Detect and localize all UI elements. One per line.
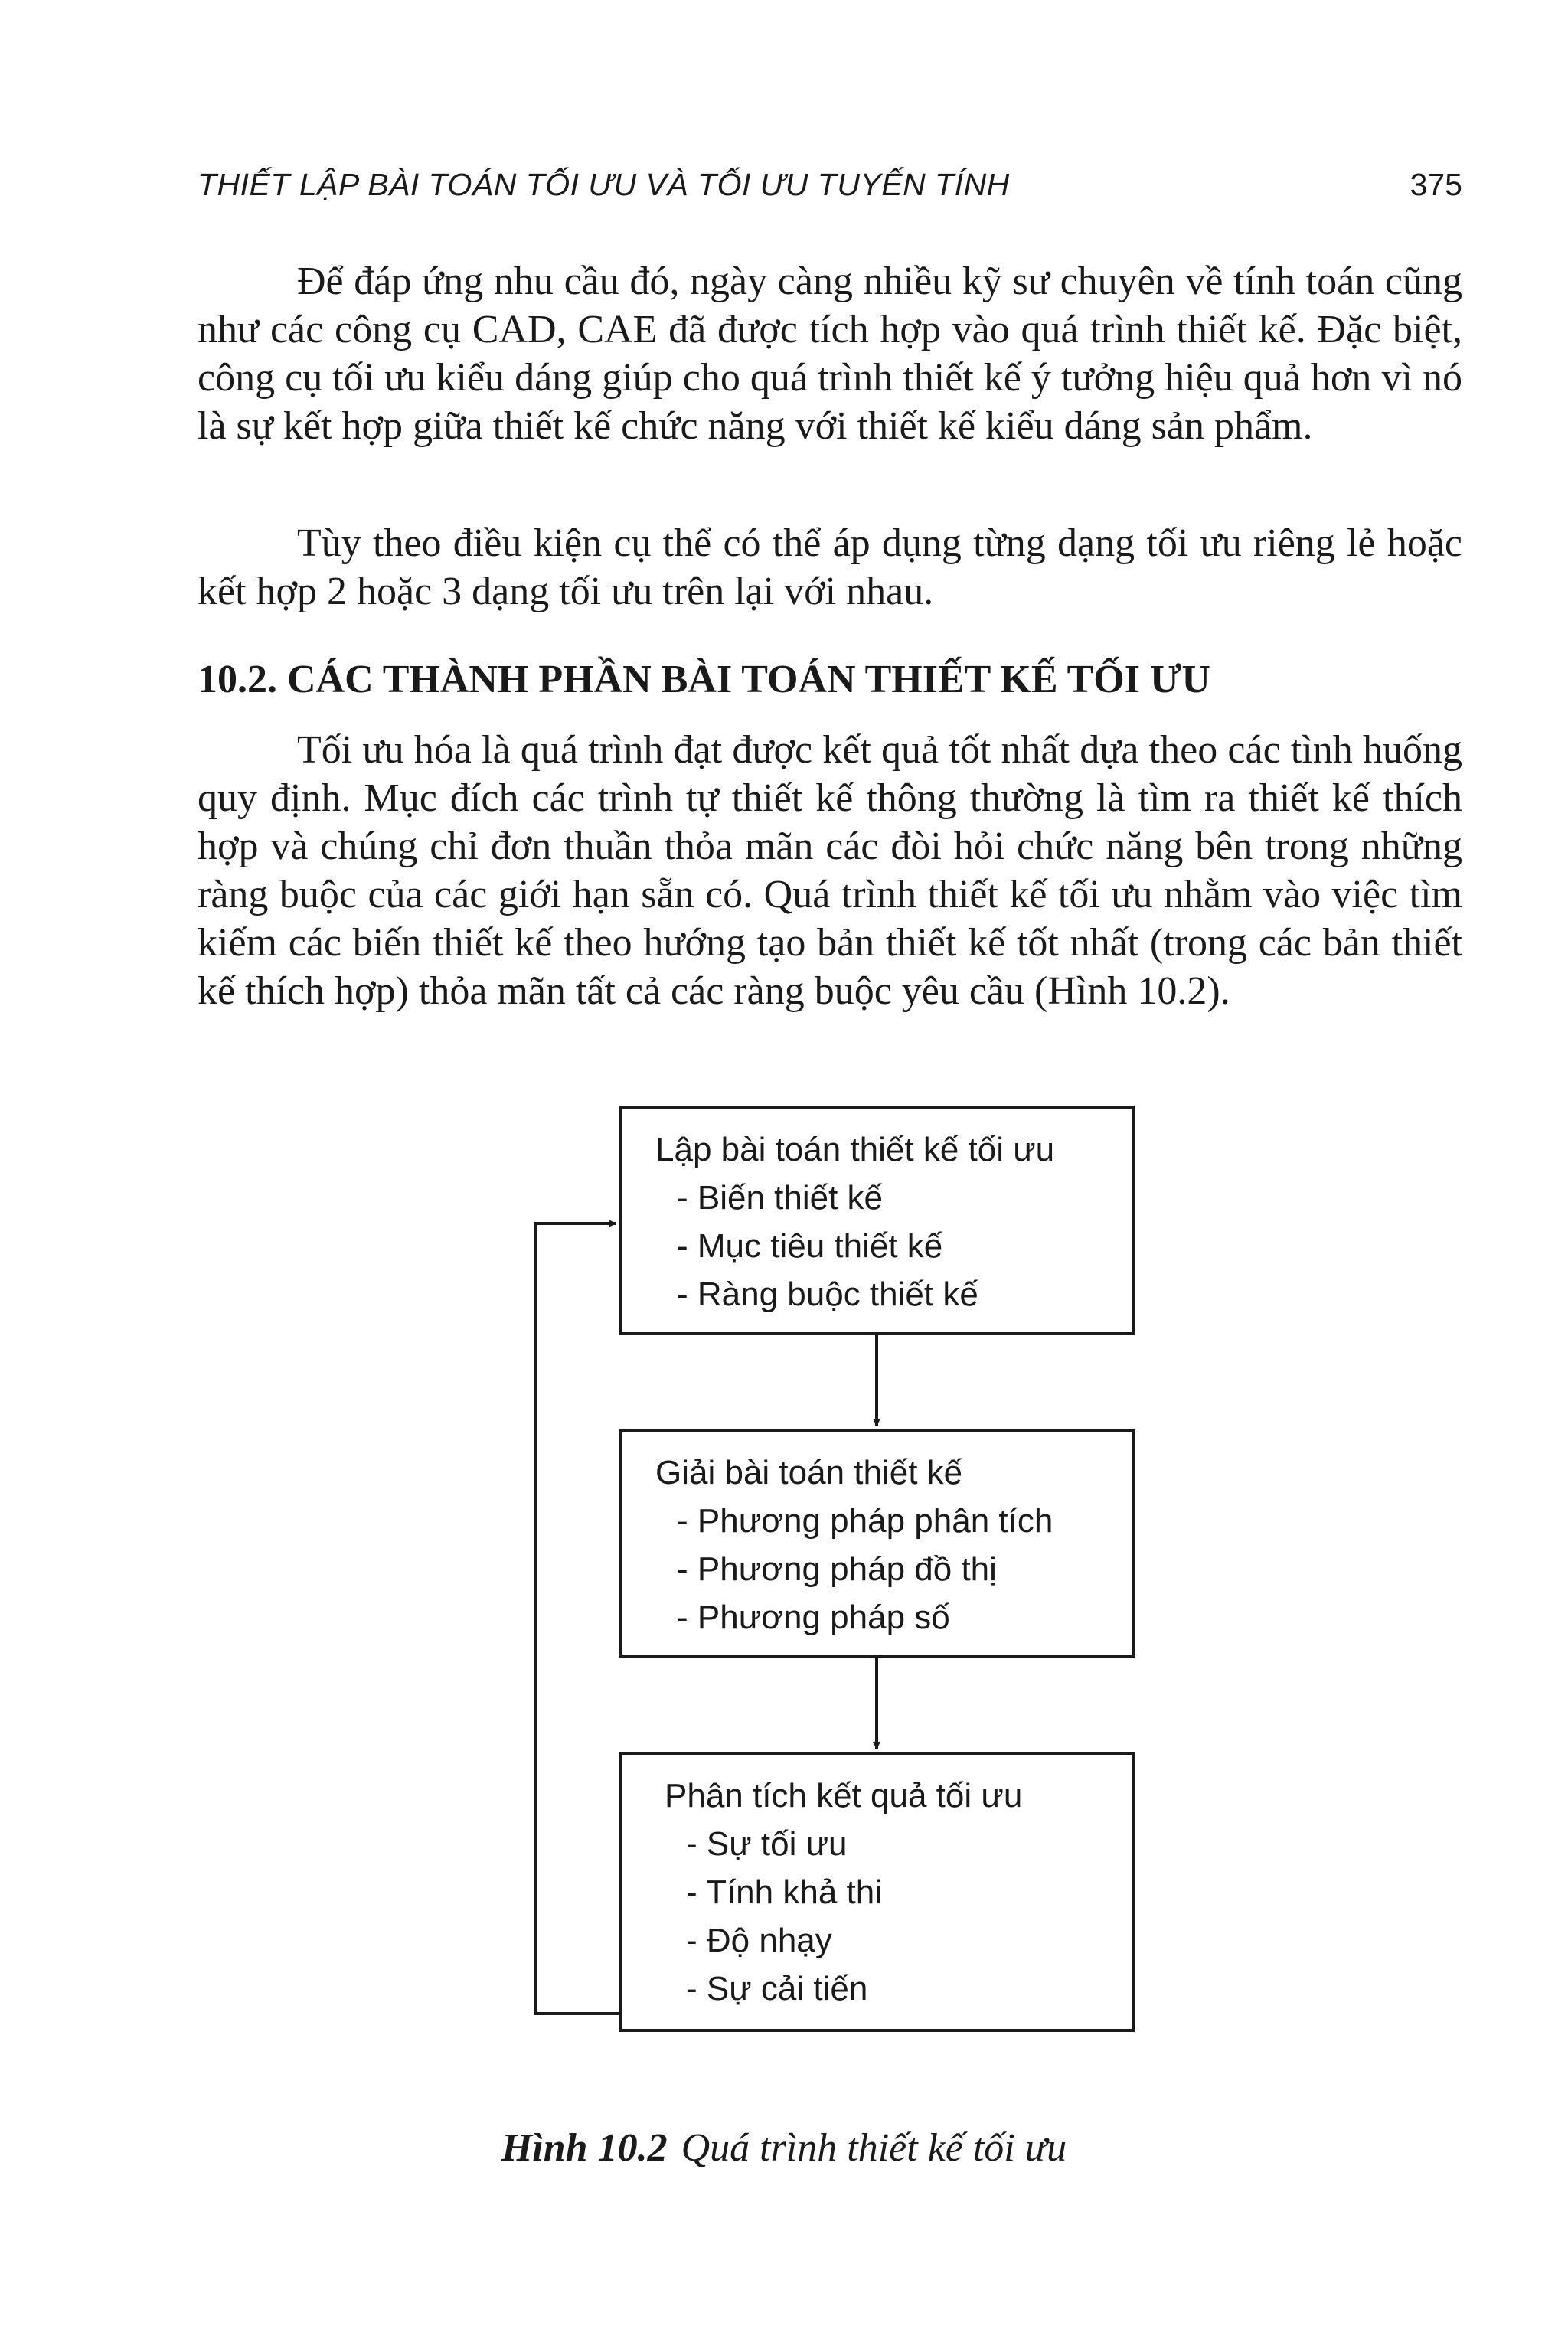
box-item: - Sự tối ưu: [686, 1825, 848, 1863]
flowchart-box-solve: [619, 1429, 1135, 1658]
paragraph-3: Tối ưu hóa là quá trình đạt được kết quả tốt nhất dựa theo các tình huống quy định. Mục đích các trình tự thiết kế thông thường là tìm ra thiết kế thích hợp và chúng chỉ đơn thuần thỏa mãn các đòi hỏi chức năng bên trong những ràng buộc của các giới hạn sẵn có. Quá trình thiết kế tối ưu nhằm vào việc tìm kiếm các biến thiết kế theo hướng tạo bản thiết kế tốt nhất (trong các bản thiết kế thích hợp) thỏa mãn tất cả các ràng buộc yêu cầu (Hình 10.2).: [198, 728, 1462, 1013]
section-heading: 10.2. CÁC THÀNH PHẦN BÀI TOÁN THIẾT KẾ TỐI ƯU: [198, 658, 1210, 701]
box-title: Phân tích kết quả tối ưu: [665, 1777, 1023, 1815]
running-title: THIẾT LẬP BÀI TOÁN TỐI ƯU VÀ TỐI ƯU TUYẾN TÍNH: [198, 167, 1010, 202]
figure-caption: [0, 2125, 1568, 2171]
box-item: - Tính khả thi: [686, 1873, 882, 1911]
box-item: - Phương pháp phân tích: [677, 1502, 1054, 1540]
paragraph-1: Để đáp ứng nhu cầu đó, ngày càng nhiều kỹ sư chuyên về tính toán cũng như các công cụ CAD, CAE đã được tích hợp vào quá trình thiết kế. Đặc biệt, công cụ tối ưu kiểu dáng giúp cho quá trình thiết kế ý tưởng hiệu quả hơn vì nó là sự kết hợp giữa thiết kế chức năng với thiết kế kiểu dáng sản phẩm.: [198, 260, 1462, 448]
box-item: - Độ nhạy: [686, 1922, 832, 1959]
box-title: Giải bài toán thiết kế: [655, 1454, 963, 1491]
box-item: - Sự cải tiến: [686, 1970, 868, 2007]
box-title: Lập bài toán thiết kế tối ưu: [655, 1131, 1055, 1168]
page-number: 375: [1410, 167, 1462, 202]
caption-label: Hình 10.2: [501, 2126, 668, 2170]
flowchart-box-analyze: [619, 1752, 1135, 2032]
caption-text: Quá trình thiết kế tối ưu: [681, 2126, 1067, 2170]
paragraph-2: Tùy theo điều kiện cụ thể có thể áp dụng từng dạng tối ưu riêng lẻ hoặc kết hợp 2 hoặc 3 dạng tối ưu trên lại với nhau.: [198, 521, 1462, 613]
box-item: - Phương pháp đồ thị: [677, 1550, 997, 1588]
box-item: - Mục tiêu thiết kế: [677, 1227, 943, 1265]
feedback-loop-arrow: [536, 1223, 619, 2014]
box-item: - Phương pháp số: [677, 1599, 950, 1636]
flowchart-box-formulate: [619, 1106, 1135, 1335]
box-item: - Biến thiết kế: [677, 1179, 884, 1217]
box-item: - Ràng buộc thiết kế: [677, 1276, 978, 1313]
